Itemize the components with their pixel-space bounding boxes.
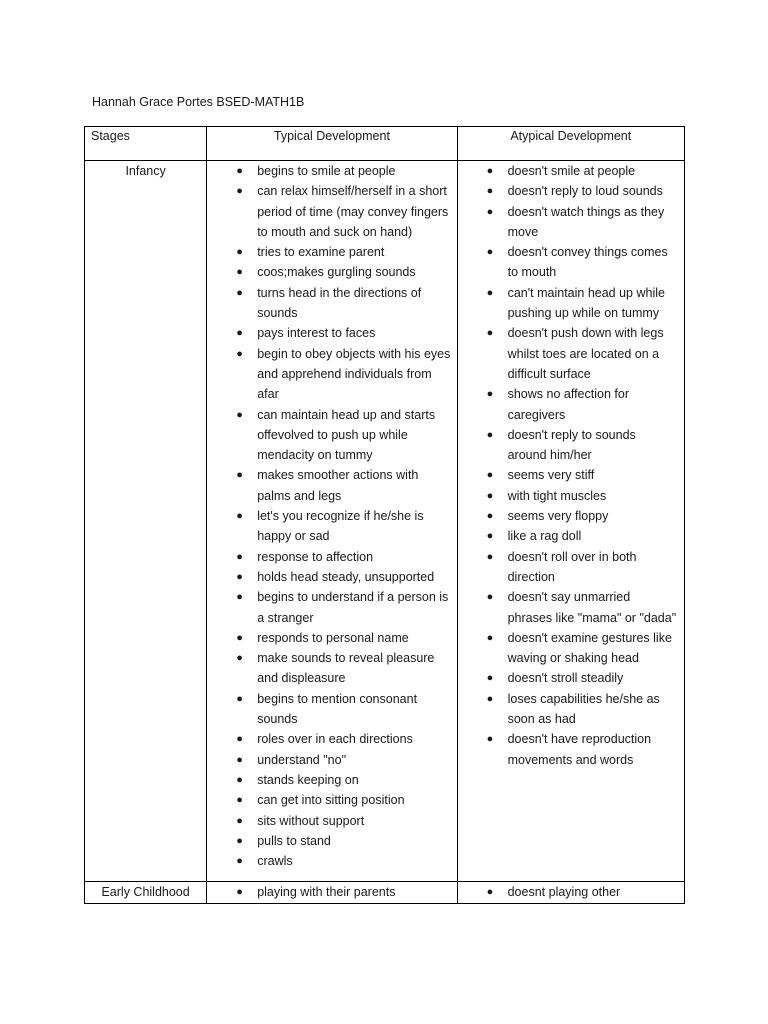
list-item <box>207 790 456 810</box>
list-item-text: can maintain head up and starts offevolved to push up while mendacity on tummy <box>257 407 436 463</box>
atypical-cell <box>457 161 684 882</box>
development-table <box>84 126 685 904</box>
table-row <box>85 161 685 882</box>
list-item <box>207 628 456 648</box>
bullet-dot-icon: ● <box>236 753 243 766</box>
list-item <box>207 465 456 506</box>
list-item <box>207 587 456 628</box>
bullet-dot-icon: ● <box>236 469 243 482</box>
list-item <box>207 506 456 547</box>
list-item <box>458 547 684 588</box>
bullet-dot-icon: ● <box>486 733 494 746</box>
list-item <box>458 283 684 324</box>
bullet-dot-icon: ● <box>486 550 494 563</box>
list-item-text: doesn't convey things comes to mouth <box>507 245 668 280</box>
list-item <box>207 262 456 282</box>
list-item-text: shows no affection for caregivers <box>507 387 629 422</box>
table-header-row <box>85 127 685 161</box>
list-item <box>207 689 456 730</box>
list-item <box>458 202 684 243</box>
list-item-text: doesn't roll over in both direction <box>507 549 637 584</box>
typical-list <box>207 161 456 881</box>
bullet-dot-icon: ● <box>236 246 243 259</box>
list-item-text: begins to mention consonant sounds <box>257 691 418 727</box>
bullet-dot-icon: ● <box>236 814 243 827</box>
list-item <box>458 526 684 546</box>
list-item <box>458 587 684 628</box>
bullet-dot-icon: ● <box>236 266 243 279</box>
list-item-text: begins to understand if a person is a stranger <box>257 590 449 625</box>
list-item-text: pulls to stand <box>257 833 331 848</box>
list-item <box>458 465 684 485</box>
list-item <box>207 547 456 567</box>
list-item-text: let's you recognize if he/she is happy or sad <box>257 509 424 544</box>
bullet-dot-icon: ● <box>486 286 494 299</box>
column-header-atypical: Atypical Development <box>457 127 684 161</box>
list-item <box>207 750 456 770</box>
list-item <box>458 729 684 770</box>
atypical-list <box>458 161 684 780</box>
list-item <box>458 689 684 730</box>
list-item <box>458 486 684 506</box>
list-item-text: can get into sitting position <box>257 793 405 808</box>
bullet-dot-icon: ● <box>486 530 494 543</box>
list-item-text: doesn't say unmarried phrases like "mama" or "dada" <box>507 590 677 625</box>
column-header-typical: Typical Development <box>207 127 457 161</box>
list-item-text: seems very stiff <box>507 468 595 483</box>
bullet-dot-icon: ● <box>486 246 494 259</box>
list-item-text: playing with their parents <box>257 885 396 900</box>
list-item-text: tries to examine parent <box>257 245 385 260</box>
list-item-text: crawls <box>257 854 293 869</box>
list-item-text: doesn't examine gestures like waving or shaking head <box>507 630 672 666</box>
list-item-text: holds head steady, unsupported <box>257 569 435 584</box>
list-item <box>207 770 456 790</box>
bullet-dot-icon: ● <box>486 428 494 441</box>
bullet-dot-icon: ● <box>236 631 243 644</box>
list-item-text: doesn't smile at people <box>507 164 636 178</box>
list-item <box>207 882 456 902</box>
list-item-text: roles over in each directions <box>257 732 413 747</box>
list-item <box>458 161 684 181</box>
bullet-dot-icon: ● <box>236 794 243 807</box>
typical-cell <box>207 161 457 882</box>
bullet-dot-icon: ● <box>486 672 494 685</box>
list-item-text: doesn't push down with legs whilst toes are located on a difficult surface <box>507 326 664 381</box>
list-item <box>207 811 456 831</box>
bullet-dot-icon: ● <box>486 489 494 502</box>
list-item-text: doesnt playing other <box>507 885 621 900</box>
list-item-text: make sounds to reveal pleasure and displeasure <box>257 651 435 686</box>
bullet-dot-icon: ● <box>486 205 494 218</box>
bullet-dot-icon: ● <box>236 855 243 868</box>
list-item-text: can't maintain head up while pushing up while on tummy <box>507 285 665 321</box>
bullet-dot-icon: ● <box>486 631 494 644</box>
list-item-text: doesn't stroll steadily <box>507 671 624 686</box>
bullet-dot-icon: ● <box>236 591 243 604</box>
list-item <box>458 668 684 688</box>
bullet-dot-icon: ● <box>486 469 494 482</box>
typical-list <box>207 882 456 902</box>
list-item <box>458 628 684 669</box>
stage-cell: Infancy <box>85 161 207 882</box>
bullet-dot-icon: ● <box>236 773 243 786</box>
bullet-dot-icon: ● <box>486 185 494 198</box>
bullet-dot-icon: ● <box>486 327 494 340</box>
atypical-cell <box>457 882 684 903</box>
list-item-text: begins to smile at people <box>257 164 396 178</box>
bullet-dot-icon: ● <box>236 185 243 198</box>
bullet-dot-icon: ● <box>236 733 243 746</box>
list-item-text: doesn't watch things as they move <box>507 204 665 239</box>
bullet-dot-icon: ● <box>236 165 243 177</box>
table-row <box>85 882 685 903</box>
list-item <box>207 242 456 262</box>
list-item <box>207 283 456 324</box>
list-item <box>207 851 456 871</box>
bullet-dot-icon: ● <box>486 692 494 705</box>
list-item <box>458 882 684 902</box>
list-item-text: makes smoother actions with palms and legs <box>257 468 419 503</box>
list-item-text: doesn't have reproduction movements and words <box>507 732 652 767</box>
list-item-text: stands keeping on <box>257 772 359 787</box>
list-item <box>207 405 456 466</box>
list-item-text: doesn't reply to sounds around him/her <box>507 427 636 463</box>
list-item <box>207 831 456 851</box>
atypical-list <box>458 882 684 902</box>
bullet-dot-icon: ● <box>236 570 243 583</box>
list-item-text: turns head in the directions of sounds <box>257 285 422 321</box>
list-item-text: doesn't reply to loud sounds <box>507 184 663 199</box>
bullet-dot-icon: ● <box>236 550 243 563</box>
page-header-author: Hannah Grace Portes BSED-MATH1B <box>92 95 305 109</box>
list-item <box>458 181 684 201</box>
list-item <box>207 344 456 405</box>
list-item <box>207 181 456 242</box>
list-item <box>207 323 456 343</box>
list-item-text: understand "no" <box>257 752 347 767</box>
list-item-text: sits without support <box>257 813 365 828</box>
list-item-text: begin to obey objects with his eyes and apprehend individuals from afar <box>257 346 451 402</box>
bullet-dot-icon: ● <box>236 692 243 705</box>
list-item-text: response to affection <box>257 549 374 564</box>
list-item <box>458 425 684 466</box>
bullet-dot-icon: ● <box>236 652 243 665</box>
bullet-dot-icon: ● <box>236 327 243 340</box>
bullet-dot-icon: ● <box>236 408 243 421</box>
list-item <box>458 506 684 526</box>
list-item-text: like a rag doll <box>507 529 582 544</box>
list-item-text: responds to personal name <box>257 630 409 645</box>
list-item <box>207 567 456 587</box>
list-item <box>458 323 684 384</box>
bullet-dot-icon: ● <box>236 834 243 847</box>
bullet-dot-icon: ● <box>486 510 494 523</box>
list-item-text: can relax himself/herself in a short period of time (may convey fingers to mouth and suck on hand) <box>257 184 449 239</box>
list-item-text: loses capabilities he/she as soon as had <box>507 691 660 727</box>
bullet-dot-icon: ● <box>236 510 243 523</box>
list-item <box>207 648 456 689</box>
list-item-text: pays interest to faces <box>257 326 376 341</box>
bullet-dot-icon: ● <box>236 347 243 360</box>
bullet-dot-icon: ● <box>236 886 243 899</box>
bullet-dot-icon: ● <box>486 591 494 604</box>
list-item <box>458 242 684 283</box>
list-item-text: with tight muscles <box>507 488 607 503</box>
bullet-dot-icon: ● <box>486 886 494 899</box>
list-item-text: coos;makes gurgling sounds <box>257 265 416 280</box>
stage-cell: Early Childhood <box>85 882 207 903</box>
bullet-dot-icon: ● <box>236 286 243 299</box>
column-header-stages: Stages <box>85 127 207 161</box>
list-item <box>207 161 456 181</box>
bullet-dot-icon: ● <box>486 165 494 177</box>
list-item-text: seems very floppy <box>507 509 609 524</box>
list-item <box>458 384 684 425</box>
typical-cell <box>207 882 457 903</box>
list-item <box>207 729 456 749</box>
bullet-dot-icon: ● <box>486 388 494 401</box>
